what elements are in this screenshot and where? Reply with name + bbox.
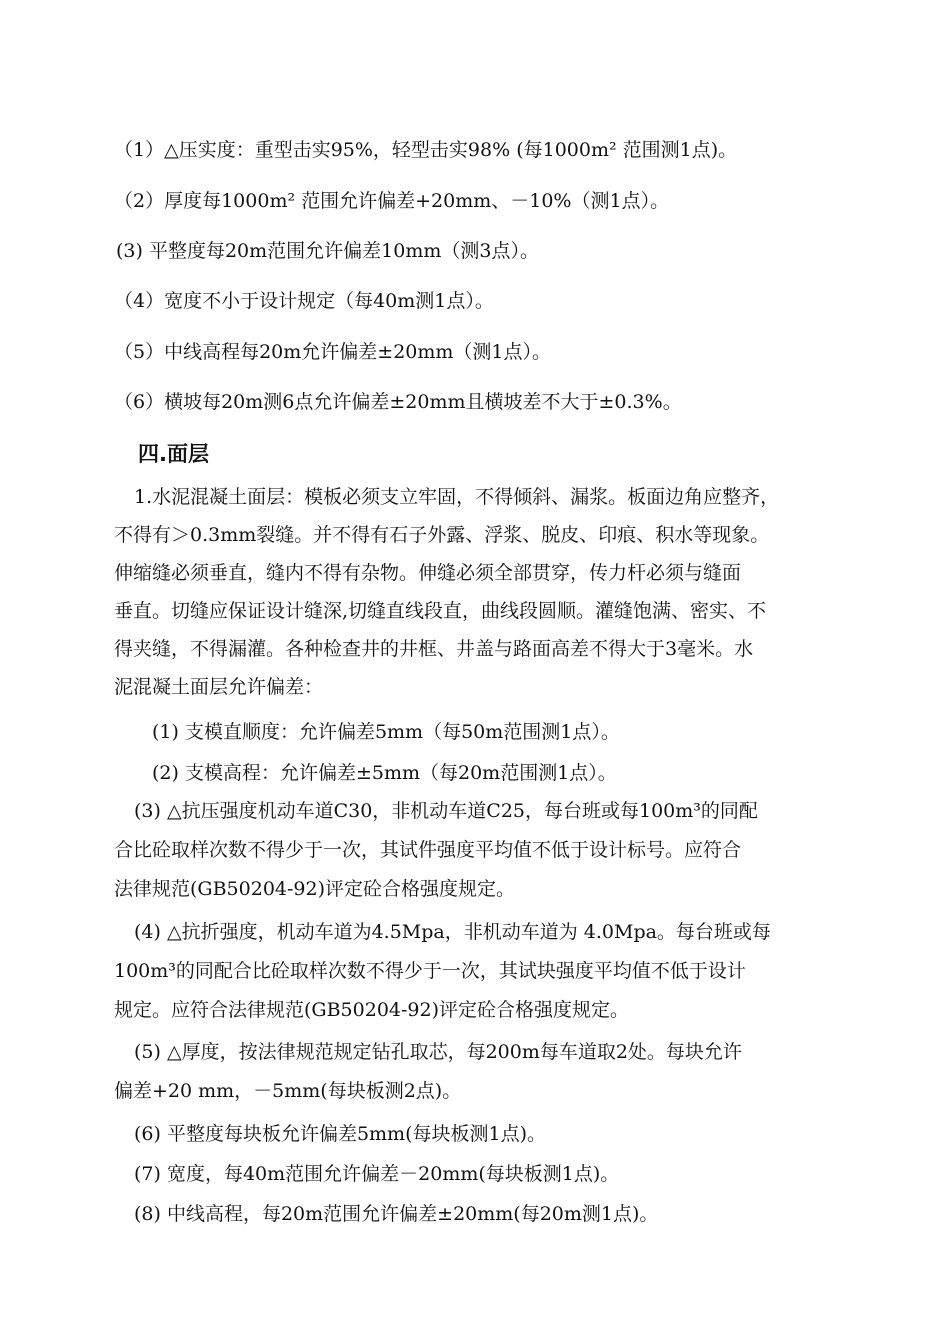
centerline-item-5: （5）中线高程每20m允许偏差±20mm（测1点）。 xyxy=(114,341,552,363)
paragraph-line: 不得有＞0.3mm裂缝。并不得有石子外露、浮浆、脱皮、印痕、积水等现象。 xyxy=(114,524,770,546)
width-item-4: （4）宽度不小于设计规定（每40m测1点）。 xyxy=(114,290,494,312)
paragraph-line: 得夹缝，不得漏灌。各种检查井的井框、井盖与路面高差不得大于3毫米。水 xyxy=(114,638,754,660)
flatness-item-3: (3) 平整度每20m范围允许偏差10mm（测3点）。 xyxy=(116,240,539,262)
section-heading: 四.面层 xyxy=(138,442,209,466)
list-item-3-line: 合比砼取样次数不得少于一次，其试件强度平均值不低于设计标号。应符合 xyxy=(114,839,742,861)
list-item-4-line: 100m³的同配合比砼取样次数不得少于一次，其试块强度平均值不低于设计 xyxy=(114,960,746,982)
list-item-4-line: (4) △抗折强度，机动车道为4.5Mpa，非机动车道为 4.0Mpa。每台班或每 xyxy=(134,921,771,943)
list-item-1: (1) 支模直顺度：允许偏差5mm（每50m范围测1点）。 xyxy=(152,721,620,743)
crossslope-item-6: （6）横坡每20m测6点允许偏差±20mm且横坡差不大于±0.3%。 xyxy=(114,391,682,413)
thickness-item-2: （2）厚度每1000m² 范围允许偏差+20mm、－10%（测1点）。 xyxy=(114,190,670,212)
list-item-5-line: (5) △厚度，按法律规范规定钻孔取芯，每200m每车道取2处。每块允许 xyxy=(134,1041,742,1063)
list-item-2: (2) 支模高程：允许偏差±5mm（每20m范围测1点）。 xyxy=(152,762,617,784)
compaction-item-1: （1）△压实度：重型击实95%，轻型击实98% (每1000m² 范围测1点)。 xyxy=(114,139,738,161)
list-item-7: (7) 宽度，每40m范围允许偏差－20mm(每块板测1点)。 xyxy=(134,1163,620,1185)
list-item-5-line: 偏差+20 mm，－5mm(每块板测2点)。 xyxy=(114,1080,462,1102)
list-item-8: (8) 中线高程，每20m范围允许偏差±20mm(每20m测1点)。 xyxy=(134,1203,659,1225)
paragraph-line: 泥混凝土面层允许偏差： xyxy=(114,676,324,698)
paragraph-line: 1.水泥混凝土面层：模板必须支立牢固，不得倾斜、漏浆。板面边角应整齐， xyxy=(134,486,780,508)
paragraph-line: 垂直。切缝应保证设计缝深,切缝直线段直，曲线段圆顺。灌缝饱满、密实、不 xyxy=(114,600,767,622)
list-item-3-line: 法律规范(GB50204-92)评定砼合格强度规定。 xyxy=(114,878,516,900)
paragraph-line: 伸缩缝必须垂直，缝内不得有杂物。伸缝必须全部贯穿，传力杆必须与缝面 xyxy=(114,562,742,584)
list-item-4-line: 规定。应符合法律规范(GB50204-92)评定砼合格强度规定。 xyxy=(114,999,630,1021)
list-item-6: (6) 平整度每块板允许偏差5mm(每块板测1点)。 xyxy=(134,1123,546,1145)
list-item-3-line: (3) △抗压强度机动车道C30，非机动车道C25，每台班或每100m³的同配 xyxy=(134,800,758,822)
